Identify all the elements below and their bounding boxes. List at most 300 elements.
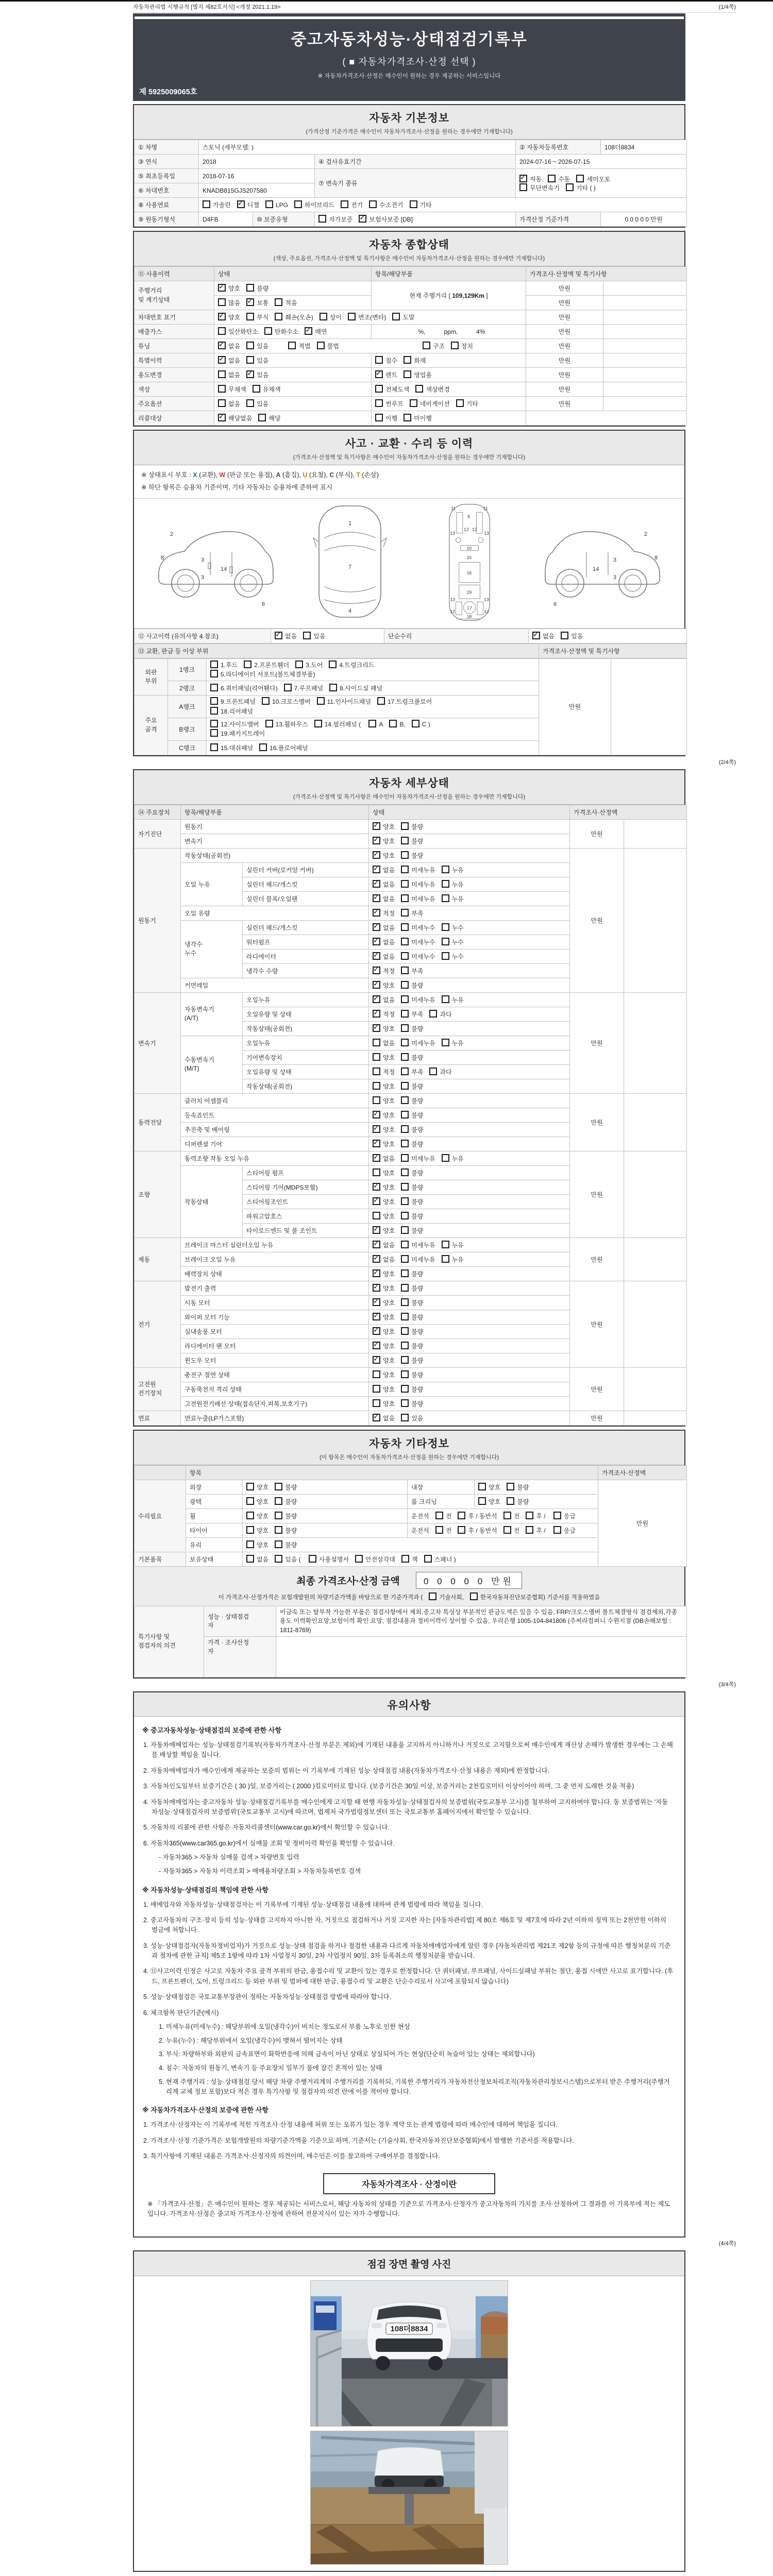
- data-cell: [243, 1180, 369, 1194]
- checkbox-8.사이드실 패널[interactable]: [329, 684, 337, 691]
- checkbox-적법[interactable]: [288, 342, 296, 349]
- checkbox-불량[interactable]: [401, 1342, 409, 1349]
- data-cell: [186, 1537, 243, 1552]
- checkbox-없음[interactable]: [218, 356, 226, 364]
- data-cell: [207, 740, 539, 755]
- checkbox-적정[interactable]: [373, 1010, 380, 1018]
- checkbox-label: 없음: [543, 632, 555, 640]
- text: 자동변속기: [184, 1005, 214, 1013]
- checkbox-전기[interactable]: [341, 200, 348, 208]
- detail-band: [134, 770, 684, 805]
- checkbox-불량[interactable]: [507, 1483, 514, 1490]
- checkbox-있음[interactable]: [275, 1555, 282, 1563]
- checkbox-19.패키지트레이[interactable]: [210, 729, 218, 737]
- checkbox-불량[interactable]: [507, 1497, 514, 1505]
- checkbox-기술사회[interactable]: [429, 1592, 436, 1600]
- checkbox-label: 양호: [383, 1371, 395, 1379]
- checkbox-14.필러패널[interactable]: [314, 720, 322, 727]
- text: ): [452, 1555, 456, 1563]
- checkbox-1.후드[interactable]: [210, 660, 218, 668]
- checkbox-없음[interactable]: [373, 1414, 380, 1421]
- checkbox-안전삼각대[interactable]: [355, 1555, 363, 1563]
- line: [519, 183, 683, 192]
- checkbox-12.사이드멤버[interactable]: [210, 720, 218, 727]
- text: ① 차명: [138, 144, 158, 151]
- checkbox-없음[interactable]: [373, 894, 380, 902]
- checkbox-일산화탄소[interactable]: [218, 327, 226, 335]
- checkbox-불량[interactable]: [275, 1497, 282, 1505]
- checkbox-상이[interactable]: [320, 313, 327, 320]
- checkbox-불량[interactable]: [401, 1327, 409, 1335]
- checkbox-없음[interactable]: [246, 1555, 254, 1563]
- overall-table: [134, 266, 684, 426]
- checkbox-불량[interactable]: [401, 837, 409, 844]
- checkbox-있음[interactable]: [561, 632, 568, 639]
- checkbox-양호[interactable]: [478, 1483, 486, 1490]
- checkbox-응급[interactable]: [553, 1512, 561, 1519]
- checkbox-부식[interactable]: [246, 313, 254, 320]
- checkbox-양호[interactable]: [373, 1183, 380, 1191]
- table-row: [135, 1238, 687, 1252]
- checkbox-label: 불량: [411, 981, 424, 989]
- checkbox-없음[interactable]: [373, 952, 380, 960]
- document-number: 제 5925009065호: [139, 88, 197, 96]
- header-cell: [135, 1465, 186, 1480]
- checkbox-불량[interactable]: [401, 1313, 409, 1320]
- checkbox-label: 있음: [285, 1555, 297, 1563]
- checkbox-9.프론트패널[interactable]: [210, 697, 218, 705]
- checkbox-C[interactable]: [412, 720, 419, 727]
- checkbox-label: 15.대쉬패널: [221, 744, 254, 752]
- checkbox-있음[interactable]: [246, 342, 254, 349]
- checkbox-네비게이션[interactable]: [410, 399, 417, 407]
- checkbox-불량[interactable]: [401, 1125, 409, 1133]
- checkbox-있음[interactable]: [246, 399, 254, 407]
- checkbox-구조[interactable]: [423, 342, 430, 349]
- checkbox-A[interactable]: [368, 720, 376, 727]
- checkbox-있음[interactable]: [246, 356, 254, 364]
- table-row: [135, 368, 687, 382]
- form-reference: 자동차관리법 시행규칙 [별지 제82호서식] <개정 2021.1.19>: [133, 4, 281, 10]
- checkbox-양호[interactable]: [373, 1370, 380, 1378]
- checkbox-label: 양호: [383, 1169, 395, 1177]
- checkbox-해당[interactable]: [258, 414, 266, 421]
- checkbox-불량[interactable]: [401, 1082, 409, 1090]
- checkbox-양호[interactable]: [373, 1399, 380, 1407]
- checkbox-누수[interactable]: [442, 923, 449, 931]
- checkbox-불량[interactable]: [401, 1356, 409, 1364]
- checkbox-미세누유[interactable]: [401, 866, 409, 873]
- checkbox-불량[interactable]: [401, 1024, 409, 1032]
- checkbox-적정[interactable]: [373, 909, 380, 917]
- checkbox-미이행[interactable]: [404, 414, 411, 421]
- checkbox-응급[interactable]: [553, 1526, 561, 1534]
- checkbox-불량[interactable]: [401, 981, 409, 989]
- checkbox-보통[interactable]: [246, 298, 254, 306]
- checkbox-미세누유[interactable]: [401, 894, 409, 902]
- checkbox-불량[interactable]: [401, 1399, 409, 1407]
- checkbox-누유[interactable]: [442, 1255, 449, 1263]
- checkbox-label: 네비게이션: [419, 400, 450, 408]
- checkbox-양호[interactable]: [218, 284, 226, 292]
- checkbox-16.플로어패널[interactable]: [259, 743, 267, 751]
- checkbox-label: 18.리어패널: [221, 707, 254, 715]
- checkbox-변조(변타)[interactable]: [348, 313, 356, 320]
- checkbox-없음[interactable]: [373, 1255, 380, 1263]
- data-cell: [243, 920, 369, 935]
- checkbox-없음[interactable]: [218, 342, 226, 349]
- checkbox-2.프론트휀더[interactable]: [244, 660, 251, 668]
- checkbox-18.리어패널[interactable]: [210, 707, 218, 715]
- legend-desc: (판금 또는 용접),: [225, 471, 276, 479]
- legend-desc: (손상): [360, 471, 379, 479]
- checkbox-양호[interactable]: [373, 822, 380, 830]
- checkbox-없음[interactable]: [218, 370, 226, 378]
- checkbox-누유[interactable]: [442, 894, 449, 902]
- checkbox-양호[interactable]: [373, 1125, 380, 1133]
- checkbox-불량[interactable]: [401, 1053, 409, 1061]
- checkbox-미세누유[interactable]: [401, 880, 409, 888]
- checkbox-5.라디에이터 서포트(볼트체결부품)[interactable]: [210, 670, 218, 677]
- checkbox-불법[interactable]: [317, 342, 325, 349]
- etc-title: 자동차 기타정보: [369, 1437, 449, 1450]
- part-number: 18: [466, 614, 472, 619]
- checkbox-불량[interactable]: [401, 1183, 409, 1191]
- checkbox-가솔린[interactable]: [203, 200, 210, 208]
- checkbox-미세누유[interactable]: [401, 1039, 409, 1046]
- checkbox-후[interactable]: [458, 1512, 465, 1519]
- data-cell: [570, 1093, 624, 1151]
- data-cell: [181, 906, 369, 920]
- checkbox-label: 양호: [383, 852, 395, 859]
- checkbox-과다[interactable]: [429, 1067, 437, 1075]
- checkbox-양호[interactable]: [246, 1512, 254, 1519]
- label-cell: [135, 310, 214, 325]
- checkbox-침수[interactable]: [375, 356, 383, 364]
- checkbox-미세누수[interactable]: [401, 938, 409, 945]
- checkbox-label: 양호: [383, 1299, 395, 1307]
- checkbox-양호[interactable]: [373, 1053, 380, 1061]
- checkbox-10.크로스멤버[interactable]: [262, 697, 270, 705]
- checkbox-있음[interactable]: [246, 370, 254, 378]
- checkbox-부족[interactable]: [401, 1067, 409, 1075]
- checkbox-누유[interactable]: [442, 1154, 449, 1162]
- checkbox-양호[interactable]: [373, 1269, 380, 1277]
- checkbox-양호[interactable]: [373, 1140, 380, 1147]
- checkbox-양호[interactable]: [246, 1526, 254, 1534]
- checkbox-전[interactable]: [503, 1512, 511, 1519]
- checkbox-있음[interactable]: [303, 632, 311, 639]
- checkbox-11.인사이드패널[interactable]: [317, 697, 325, 705]
- checkbox-기타 ( )[interactable]: [566, 183, 574, 191]
- checkbox-label: 불량: [411, 1385, 424, 1393]
- checkbox-누유[interactable]: [442, 866, 449, 873]
- checkbox-무단변속기[interactable]: [519, 183, 527, 191]
- final-price-amount: 0 0 0 0 0 만원: [416, 1572, 522, 1589]
- checkbox-양호[interactable]: [373, 981, 380, 989]
- checkbox-양호[interactable]: [373, 1226, 380, 1234]
- data-cell: [603, 339, 687, 353]
- text: 스토닉 (세부모델: ): [203, 144, 254, 151]
- text: 작동상태(공회전): [184, 852, 231, 859]
- checkbox-4.트렁크리드[interactable]: [329, 660, 337, 668]
- data-cell: [214, 368, 372, 382]
- table-row: [135, 658, 687, 681]
- checkbox-장치[interactable]: [451, 342, 459, 349]
- checkbox-없음[interactable]: [373, 1039, 380, 1046]
- checkbox-없음[interactable]: [373, 1154, 380, 1162]
- checkbox-양호[interactable]: [246, 1540, 254, 1548]
- checkbox-없음[interactable]: [373, 995, 380, 1003]
- checkbox-매연[interactable]: [305, 327, 312, 335]
- checkbox-label: 전기: [350, 201, 363, 209]
- checkbox-도말[interactable]: [392, 313, 400, 320]
- checkbox-유채색[interactable]: [253, 385, 260, 393]
- page-marker-4: (4/4쪽): [718, 2241, 736, 2247]
- checkbox-label: 해당: [268, 415, 281, 422]
- checkbox-없음[interactable]: [218, 399, 226, 407]
- checkbox-양호[interactable]: [246, 1497, 254, 1505]
- checkbox-수동[interactable]: [548, 175, 556, 182]
- checkbox-한국자동차진단보증협회[interactable]: [470, 1592, 478, 1600]
- data-cell: [243, 1194, 369, 1209]
- checkbox-label: 17.트렁크플로어: [387, 698, 432, 706]
- checkbox-부족[interactable]: [401, 909, 409, 917]
- checkbox-없음[interactable]: [373, 880, 380, 888]
- data-cell: [624, 1238, 687, 1281]
- checkbox-영업용[interactable]: [404, 370, 411, 378]
- checkbox-디젤[interactable]: [237, 200, 245, 208]
- data-cell: [186, 1480, 243, 1494]
- checkbox-탄화수소[interactable]: [264, 327, 272, 335]
- checkbox-색상변경[interactable]: [415, 385, 423, 393]
- checkbox-불량[interactable]: [401, 1269, 409, 1277]
- checkbox-미세누유[interactable]: [401, 1241, 409, 1248]
- checkbox-불량[interactable]: [275, 1526, 282, 1534]
- table: [134, 1465, 687, 1567]
- form-reference-row: [133, 2, 736, 13]
- text: 누수: [184, 950, 197, 957]
- part-number: 6: [262, 601, 265, 607]
- checkbox-label: 미세누유: [411, 866, 435, 874]
- checkbox-누유[interactable]: [442, 1039, 449, 1046]
- checkbox-미세누수[interactable]: [401, 923, 409, 931]
- table: [134, 629, 687, 643]
- checkbox-양호[interactable]: [373, 1024, 380, 1032]
- checkbox-스패너[interactable]: [424, 1555, 432, 1563]
- checkbox-양호[interactable]: [373, 1168, 380, 1176]
- checkbox-불량[interactable]: [401, 1197, 409, 1205]
- data-cell: [214, 310, 526, 325]
- checkbox-양호[interactable]: [218, 313, 226, 320]
- table-row: [135, 411, 687, 426]
- label-cell: [168, 718, 207, 741]
- table: [134, 1606, 687, 1677]
- checkbox-전[interactable]: [435, 1512, 443, 1519]
- checkbox-양호[interactable]: [373, 1284, 380, 1292]
- checkbox-화재[interactable]: [404, 356, 411, 364]
- data-cell: [186, 1509, 243, 1523]
- text: 파워고압호스: [246, 1212, 282, 1220]
- checkbox-후[interactable]: [526, 1512, 533, 1519]
- checkbox-불량[interactable]: [401, 822, 409, 830]
- checkbox-label: 누수: [451, 938, 464, 946]
- checkbox-불량[interactable]: [401, 1140, 409, 1147]
- checkbox-해당없음[interactable]: [218, 414, 226, 421]
- checkbox-17.트렁크플로어[interactable]: [377, 697, 385, 705]
- checkbox-누수[interactable]: [442, 938, 449, 945]
- checkbox-양호[interactable]: [373, 1096, 380, 1104]
- checkbox-불량[interactable]: [401, 1168, 409, 1176]
- checkbox-썬루프[interactable]: [375, 399, 383, 407]
- checkbox-자동[interactable]: [519, 175, 527, 182]
- checkbox-전체도색[interactable]: [375, 385, 383, 393]
- line: [210, 729, 535, 738]
- checkbox-label: 양호: [489, 1498, 501, 1505]
- checkbox-양호[interactable]: [246, 1483, 254, 1490]
- checkbox-불량[interactable]: [401, 1111, 409, 1118]
- data-cell: [181, 1295, 369, 1310]
- notice-subitem: - 자동차365 > 자동차 실매물 검색 > 차량번호 입력: [159, 1854, 299, 1861]
- checkbox-세미오토[interactable]: [576, 175, 584, 182]
- checkbox-label: 있음: [257, 400, 269, 408]
- checkbox-무채색[interactable]: [218, 385, 226, 393]
- text: 1랭크: [179, 666, 195, 674]
- data-cell: [570, 992, 624, 1093]
- checkbox-이행[interactable]: [375, 414, 383, 421]
- checkbox-15.대쉬패널[interactable]: [210, 743, 218, 751]
- checkbox-많음[interactable]: [218, 298, 226, 306]
- checkbox-부족[interactable]: [401, 967, 409, 974]
- checkbox-양호[interactable]: [373, 1327, 380, 1335]
- checkbox-양호[interactable]: [373, 1197, 380, 1205]
- checkbox-label: 불량: [411, 1357, 424, 1364]
- final-price-note-prefix: 이 가격조사·산정가격은 보험개발원의 차량기준가액을 바탕으로 한 기준가격과 (: [218, 1594, 423, 1601]
- notice-item: 1. 매매업자와 자동차성능·상태점검자는 이 기록부에 기재된 성능·상태점검 내용에 대하여 관계 법령에 따라 책임을 집니다.: [143, 1901, 483, 1908]
- data-cell: [181, 992, 243, 1036]
- checkbox-없음[interactable]: [373, 938, 380, 945]
- checkbox-LPG[interactable]: [265, 200, 273, 208]
- checkbox-기타[interactable]: [410, 200, 417, 208]
- checkbox-양호[interactable]: [373, 851, 380, 859]
- checkbox-양호[interactable]: [373, 837, 380, 844]
- checkbox-적정[interactable]: [373, 967, 380, 974]
- data-cell: [243, 1165, 369, 1180]
- checkbox-전[interactable]: [503, 1526, 511, 1534]
- text: 변속기: [184, 837, 203, 845]
- checkbox-렌트[interactable]: [375, 370, 383, 378]
- checkbox-label: 불량: [411, 1227, 424, 1234]
- checkbox-미세누유[interactable]: [401, 1255, 409, 1263]
- data-cell: [369, 1324, 570, 1338]
- checkbox-3.도어[interactable]: [295, 660, 303, 668]
- checkbox-누유[interactable]: [442, 995, 449, 1003]
- checkbox-후[interactable]: [458, 1526, 465, 1534]
- checkbox-후[interactable]: [526, 1526, 533, 1534]
- checkbox-B,[interactable]: [389, 720, 397, 727]
- checkbox-없음[interactable]: [373, 1241, 380, 1248]
- checkbox-양호[interactable]: [373, 1212, 380, 1219]
- document-title: 중고자동차성능·상태점검기록부: [291, 30, 528, 48]
- car-side-left-diagram: [149, 502, 278, 623]
- text: 연료누출(LP가스포함): [184, 1414, 244, 1422]
- checkbox-없음[interactable]: [373, 866, 380, 873]
- checkbox-양호[interactable]: [478, 1497, 486, 1505]
- checkbox-양호[interactable]: [373, 1342, 380, 1349]
- checkbox-있음[interactable]: [401, 1414, 409, 1421]
- checkbox-하이브리드[interactable]: [294, 200, 302, 208]
- checkbox-사용설명서[interactable]: [309, 1555, 316, 1563]
- checkbox-누유[interactable]: [442, 880, 449, 888]
- checkbox-훼손(오손)[interactable]: [275, 313, 282, 320]
- data-cell: [408, 1494, 475, 1509]
- checkbox-label: 안전삼각대: [365, 1555, 395, 1563]
- accident-title: 사고 · 교환 · 수리 등 이력: [345, 438, 474, 450]
- checkbox-label: 보험사보증: [369, 216, 399, 223]
- checkbox-수소전기[interactable]: [369, 200, 377, 208]
- checkbox-13.휠하우스[interactable]: [265, 720, 273, 727]
- checkbox-보험사보증[interactable]: [359, 215, 366, 223]
- checkbox-적정[interactable]: [373, 1067, 380, 1075]
- checkbox-불량[interactable]: [401, 1226, 409, 1234]
- checkbox-누유[interactable]: [442, 1241, 449, 1248]
- checkbox-불량[interactable]: [275, 1540, 282, 1548]
- checkbox-부족[interactable]: [401, 1010, 409, 1018]
- checkbox-불량[interactable]: [401, 1370, 409, 1378]
- checkbox-전[interactable]: [435, 1526, 443, 1534]
- checkbox-불량[interactable]: [401, 1284, 409, 1292]
- checkbox-불량[interactable]: [401, 1096, 409, 1104]
- checkbox-불량[interactable]: [401, 1212, 409, 1219]
- checkbox-미세누유[interactable]: [401, 995, 409, 1003]
- data-cell: [369, 877, 570, 891]
- checkbox-양호[interactable]: [373, 1313, 380, 1320]
- checkbox-불량[interactable]: [275, 1483, 282, 1490]
- checkbox-누수[interactable]: [442, 952, 449, 960]
- checkbox-양호[interactable]: [373, 1111, 380, 1118]
- checkbox-양호[interactable]: [373, 1356, 380, 1364]
- text: 시동 모터: [184, 1299, 210, 1307]
- checkbox-미세누수[interactable]: [401, 952, 409, 960]
- label-cell: [135, 1367, 181, 1411]
- checkbox-불량[interactable]: [401, 1385, 409, 1393]
- checkbox-label: 불량: [257, 285, 269, 292]
- data-cell: [181, 1310, 369, 1324]
- checkbox-불량[interactable]: [401, 1298, 409, 1306]
- checkbox-미세누유[interactable]: [401, 1154, 409, 1162]
- checkbox-양호[interactable]: [373, 1385, 380, 1393]
- text: 점검자의 의견: [138, 1642, 176, 1650]
- line: [210, 670, 535, 679]
- label-cell: [135, 696, 168, 755]
- checkbox-불량[interactable]: [246, 284, 254, 292]
- checkbox-기타[interactable]: [456, 399, 464, 407]
- checkbox-불량[interactable]: [275, 1512, 282, 1519]
- checkbox-양호[interactable]: [373, 1298, 380, 1306]
- checkbox-과다[interactable]: [429, 1010, 437, 1018]
- checkbox-적음[interactable]: [275, 298, 282, 306]
- checkbox-6.쿼터패널(리어휀다)[interactable]: [210, 684, 218, 691]
- checkbox-없음[interactable]: [373, 923, 380, 931]
- checkbox-없음[interactable]: [532, 632, 540, 639]
- checkbox-양호[interactable]: [373, 1082, 380, 1090]
- checkbox-없음[interactable]: [275, 632, 282, 639]
- text: ⑭ 주요장치: [138, 808, 170, 816]
- checkbox-잭[interactable]: [401, 1555, 409, 1563]
- checkbox-자가보증[interactable]: [318, 215, 326, 223]
- checkbox-불량[interactable]: [401, 851, 409, 859]
- checkbox-7.루프패널[interactable]: [284, 684, 292, 691]
